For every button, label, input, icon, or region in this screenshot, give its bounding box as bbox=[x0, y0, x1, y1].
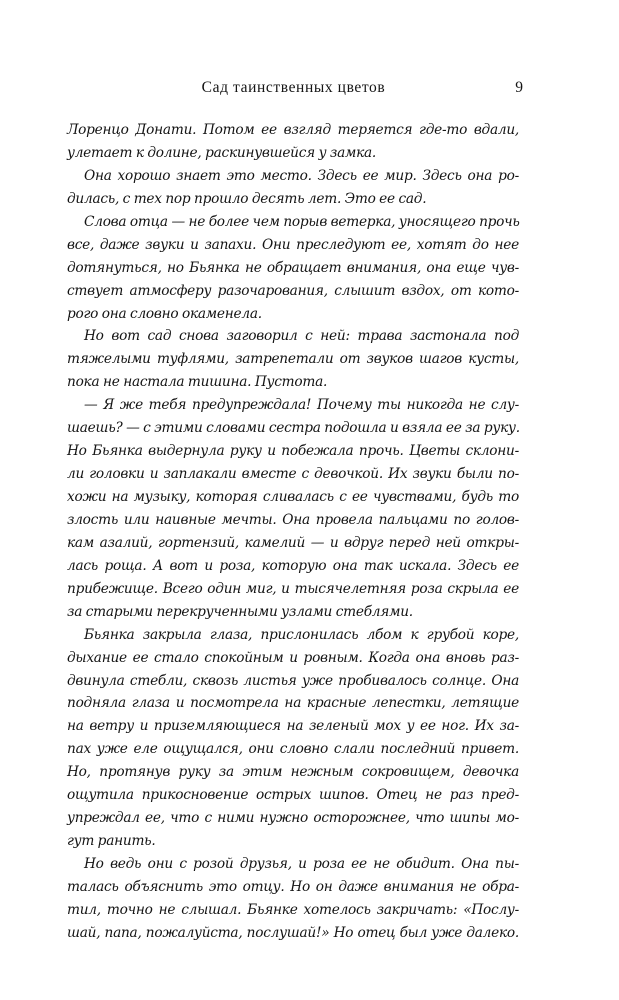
text-line: все, даже звуки и запахи. Они преследуют ее, хотят до нее bbox=[67, 236, 519, 253]
text-line: тяжелыми туфлями, затрепетали от звуков шагов кусты, bbox=[67, 351, 519, 368]
text-line: Но Бьянка выдернула руку и побежала прочь. Цветы склони- bbox=[67, 443, 519, 460]
text-line: двинула стебли, сквозь листья уже пробивалось солнце. Она bbox=[67, 672, 519, 689]
text-line: лась роща. А вот и роза, которую она так искала. Здесь ее bbox=[67, 557, 519, 574]
text-line: талась объяснить это отцу. Но он даже внимания не обра- bbox=[67, 878, 519, 895]
text-line: улетает к долине, раскинувшейся у замка. bbox=[67, 144, 377, 161]
running-head bbox=[66, 77, 521, 99]
text-line: дыхание ее стало спокойным и ровным. Когда она вновь раз- bbox=[67, 649, 519, 666]
text-line: Слова отца — не более чем порыв ветерка, уносящего прочь bbox=[84, 213, 520, 230]
text-line: Она хорошо знает это место. Здесь ее мир. Здесь она ро- bbox=[84, 167, 519, 184]
text-body bbox=[67, 119, 519, 945]
text-line: Бьянка закрыла глаза, прислонилась лбом к грубой коре, bbox=[84, 626, 519, 643]
text-line: шай, папа, пожалуйста, послушай!» Но отец был уже далеко. bbox=[67, 924, 519, 941]
text-line: на ветру и приземляющиеся на зеленый мох у ее ног. Их за- bbox=[67, 718, 519, 735]
text-line: Но ведь они с розой друзья, и роза ее не обидит. Она пы- bbox=[84, 856, 519, 872]
text-line: злость или наивные мечты. Она провела пальцами по голов- bbox=[67, 511, 519, 528]
text-line: рого она словно окаменела. bbox=[67, 305, 262, 322]
running-title: Сад таинственных цветов bbox=[201, 79, 386, 96]
text-line: ли головки и заплакали вместе с девочкой. Их звуки были по- bbox=[67, 466, 519, 483]
text-line: за старыми перекрученными узлами стеблями. bbox=[67, 603, 413, 620]
text-line: Лоренцо Донати. Потом ее взгляд теряется где-то вдали, bbox=[67, 122, 519, 138]
text-line: шаешь? — с этими словами сестра подошла и взяла ее за руку. bbox=[67, 420, 520, 437]
text-line: подняла глаза и посмотрела на красные лепестки, летящие bbox=[67, 695, 519, 712]
text-line: пах уже еле ощущался, они словно слали последний привет. bbox=[67, 741, 519, 758]
text-line: Но, протянув руку за этим нежным сокровищем, девочка bbox=[67, 764, 519, 781]
text-line: гут ранить. bbox=[67, 833, 156, 850]
text-line: кам азалий, гортензий, камелий — и вдруг перед ней откры- bbox=[67, 534, 519, 551]
text-line: Но вот сад снова заговорил с ней: трава застонала под bbox=[84, 328, 519, 345]
text-line: упреждал ее, что с ними нужно осторожнее, что шипы мо- bbox=[67, 810, 519, 827]
text-line: ствует атмосферу разочарования, слышит вздох, от кото- bbox=[67, 282, 519, 299]
text-line: — Я же тебя предупреждала! Почему ты никогда не слу- bbox=[84, 397, 519, 414]
text-line: хожи на музыку, которая сливалась с ее чувствами, будь то bbox=[67, 489, 519, 505]
text-line: дотянуться, но Бьянка не обращает внимания, она еще чув- bbox=[67, 259, 519, 276]
text-line: дилась, с тех пор прошло десять лет. Это ее сад. bbox=[67, 190, 427, 207]
text-line: ощутила прикосновение острых шипов. Отец не раз пред- bbox=[67, 787, 519, 804]
text-line: прибежище. Всего один миг, и тысячелетняя роза скрыла ее bbox=[67, 580, 519, 597]
page-number: 9 bbox=[515, 79, 523, 96]
text-line: пока не настала тишина. Пустота. bbox=[67, 374, 328, 391]
text-line: тил, точно не слышал. Бьянке хотелось закричать: «Послу- bbox=[67, 901, 519, 918]
